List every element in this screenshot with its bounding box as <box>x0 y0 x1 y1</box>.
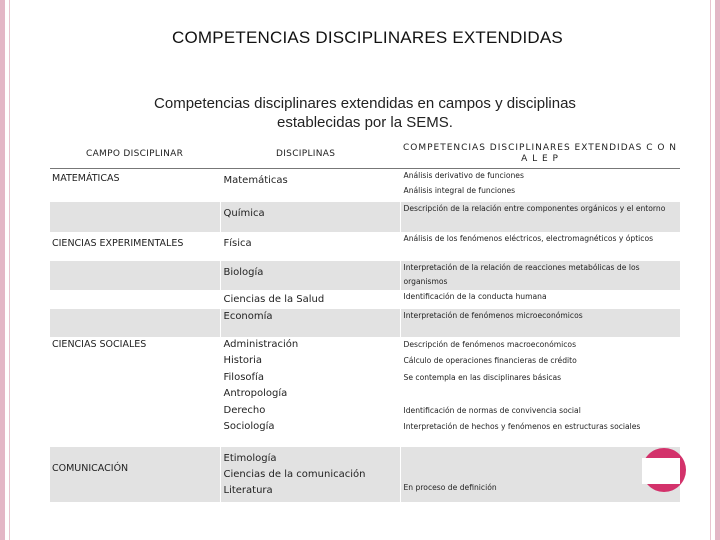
header-competencias: COMPETENCIAS DISCIPLINARES EXTENDIDAS C O N A L E P <box>400 140 680 169</box>
competencia-cell: Análisis derivativo de funciones Análisis integral de funciones <box>403 171 524 195</box>
table-row <box>50 261 680 290</box>
disciplina-cell: Biología <box>223 266 264 278</box>
header-campo: CAMPO DISCIPLINAR <box>50 140 220 169</box>
slide-subtitle: Competencias disciplinares extendidas en campos y disciplinas establecidas por la SEMS. <box>154 95 576 131</box>
table-row <box>50 232 680 261</box>
competencia-cell: En proceso de definición <box>403 482 497 492</box>
competencia-cell: Identificación de la conducta humana <box>403 291 547 301</box>
campo-cell: MATEMÁTICAS <box>52 173 120 184</box>
competencia-cell: Interpretación de la relación de reacciones metabólicas de los organismos <box>403 262 640 287</box>
header-disciplinas: DISCIPLINAS <box>220 140 400 169</box>
competencia-cell: Descripción de la relación entre componentes orgánicos y el entorno <box>403 203 666 213</box>
campo-cell: CIENCIAS SOCIALES <box>52 338 147 350</box>
decorative-circle-icon <box>642 448 686 492</box>
competencia-cell: Análisis de los fenómenos eléctricos, electromagnéticos y ópticos <box>403 233 654 243</box>
competencia-cell: Descripción de fenómenos macroeconómicos Cálculo de operaciones financieras de crédito Se contempla en las disciplinares básicas Identificación de normas de convivencia social Interpretación de hechos y fenómenos en estructuras sociales <box>403 339 641 432</box>
campo-cell: COMUNICACIÓN <box>52 462 129 474</box>
table-row <box>50 290 680 309</box>
table-header-row <box>50 140 680 169</box>
table-row <box>50 202 680 232</box>
competencia-cell: Interpretación de fenómenos microeconómicos <box>403 310 583 320</box>
disciplina-cell: Economía <box>223 310 273 322</box>
right-border <box>715 0 720 540</box>
table-row <box>50 309 680 337</box>
slide-title: COMPETENCIAS DISCIPLINARES EXTENDIDAS <box>172 28 563 47</box>
campo-cell: CIENCIAS EXPERIMENTALES <box>52 237 184 249</box>
disciplina-cell: Matemáticas <box>223 175 288 186</box>
decorative-square-icon <box>642 458 680 484</box>
right-border-line <box>710 0 711 540</box>
disciplina-cell: Física <box>223 237 252 249</box>
left-border-line <box>9 0 10 540</box>
disciplina-cell: Etimología Ciencias de la comunicación Literatura <box>223 452 366 496</box>
disciplina-cell: Ciencias de la Salud <box>223 293 325 305</box>
table-row <box>50 169 680 202</box>
competencias-table <box>50 140 680 502</box>
disciplina-cell: Química <box>223 207 265 219</box>
disciplina-cell: Administración Historia Filosofía Antropología Derecho Sociología <box>223 338 299 433</box>
left-border <box>0 0 5 540</box>
table-row <box>50 337 680 447</box>
table-row <box>50 447 680 502</box>
